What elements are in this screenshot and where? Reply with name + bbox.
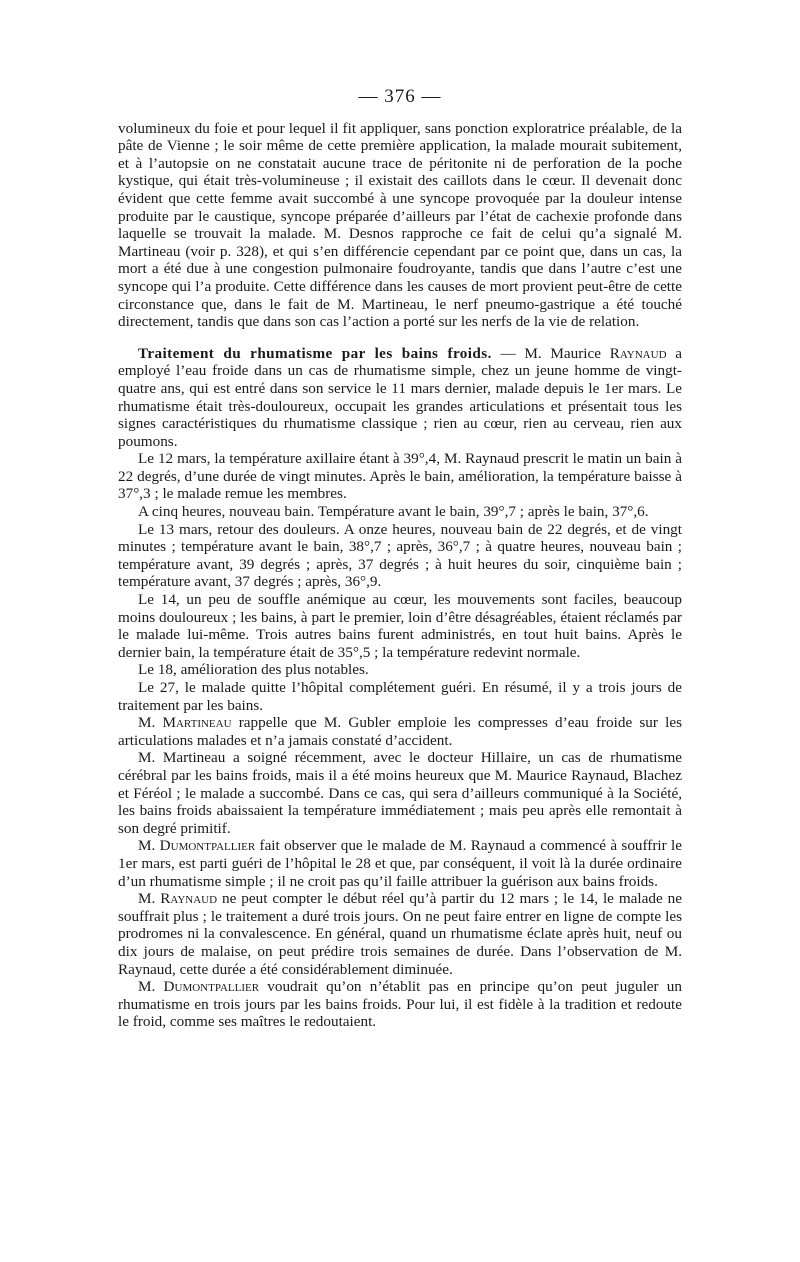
section-paragraph-12: M. Dumontpallier voudrait qu’on n’établit pas en principe qu’on peut juguler un rhumatisme en trois jours par les bains froids. Pour lui, il est fidèle à la tradition et redoute le froid, comme ses maîtres le redoutaient.	[118, 978, 682, 1031]
section-title: Traitement du rhumatisme par les bains froids.	[138, 344, 492, 362]
author-name: Raynaud	[160, 890, 218, 908]
author-name: Dumontpallier	[159, 837, 256, 855]
section-paragraph-4: Le 13 mars, retour des douleurs. A onze heures, nouveau bain de 22 degrés, et de vingt minutes ; température avant le bain, 38°,7 ; après, 36°,7 ; à quatre heures, nouveau bain ; température avant, 39 degrés ; après, 37 degrés ; à huit heures du soir, cinquième bain ; température avant, 37 degrés ; après, 36°,9.	[118, 520, 682, 591]
document-page	[118, 88, 682, 1031]
section-paragraph-10: M. Dumontpallier fait observer que le malade de M. Raynaud a commencé à souffrir le 1er mars, est parti guéri de l’hôpital le 28 et que, par conséquent, il voit là la durée ordinaire d’un rhumatisme simple ; il ne croit pas qu’il faille attribuer la guérison aux bains froids.	[118, 837, 682, 890]
author-name: Raynaud	[609, 344, 667, 362]
section-paragraph-2: Le 12 mars, la température axillaire étant à 39°,4, M. Raynaud prescrit le matin un bain à 22 degrés, d’une durée de vingt minutes. Après le bain, amélioration, la température baisse à 37°,3 ; le malade remue les membres.	[118, 450, 682, 503]
page-number: — 376 —	[358, 86, 442, 107]
section-paragraph-9: M. Martineau a soigné récemment, avec le docteur Hillaire, un cas de rhumatisme cérébral par les bains froids, mais il a été moins heureux que M. Maurice Raynaud, Blachez et Féréol ; le malade a succombé. Dans ce cas, qui sera d’ailleurs communiqué à la Société, les bains froids abaissaient la température immédiatement ; mais peu après elle remontait à son degré primitif.	[118, 749, 682, 837]
section-paragraph-8: M. Martineau rappelle que M. Gubler emploie les compresses d’eau froide sur les articulations malades et n’a jamais constaté d’accident.	[118, 714, 682, 749]
section-paragraph-7: Le 27, le malade quitte l’hôpital complétement guéri. En résumé, il y a trois jours de traitement par les bains.	[118, 679, 682, 714]
author-name: Dumontpallier	[163, 978, 260, 996]
section-paragraph-11: M. Raynaud ne peut compter le début réel qu’à partir du 12 mars ; le 14, le malade ne souffrait plus ; le traitement a duré trois jours. On ne peut faire entrer en ligne de compte les prodromes ni la convalescence. En général, quand un rhumatisme éclate après huit, neuf ou dix jours de malaise, on peut prédire trois semaines de durée. Dans l’observation de M. Raynaud, cette durée a été considérablement diminuée.	[118, 890, 682, 978]
section-paragraph-6: Le 18, amélioration des plus notables.	[138, 661, 369, 679]
section-paragraph-1: Traitement du rhumatisme par les bains froids. — M. Maurice Raynaud a employé l’eau froide dans un cas de rhumatisme simple, chez un jeune homme de vingt-quatre ans, qui est entré dans son service le 11 mars dernier, malade depuis le 1er mars. Le rhumatisme était très-douloureux, occupait les grandes articulations et présentait tous les signes caractéristiques du rhumatisme classique ; rien au cœur, rien au cerveau, rien aux poumons.	[118, 344, 682, 450]
section-paragraph-3: A cinq heures, nouveau bain. Température avant le bain, 39°,7 ; après le bain, 37°,6.	[138, 503, 649, 521]
section-rhumatisme	[118, 345, 682, 1031]
section-paragraph-5: Le 14, un peu de souffle anémique au cœur, les mouvements sont faciles, beaucoup moins douloureux ; les bains, à part le premier, loin d’être désagréables, étaient réclamés par le malade lui-même. Trois autres bains furent administrés, en tout huit bains. Après le dernier bain, la température était de 35°,5 ; la température redevint normale.	[118, 591, 682, 661]
intro-paragraph: volumineux du foie et pour lequel il fit appliquer, sans ponction exploratrice préalable, de la pâte de Vienne ; le soir même de cette première application, la malade mourait subitement, et à l’autopsie on ne constatait aucune trace de péritonite ni de perforation de la poche kystique, qui était très-volumineuse ; il existait des caillots dans le cœur. Il devenait donc évident que cette femme avait succombé à une syncope provoquée par la douleur intense produite par le caustique, syncope préparée d’ailleurs par l’état de cachexie profonde dans laquelle se trouvait la malade. M. Desnos rapproche ce fait de celui qu’a signalé M. Martineau (voir p. 328), et qui s’en différencie cependant par ce point que, dans un cas, la mort a été due à une congestion pulmonaire foudroyante, tandis que dans l’autre c’est une syncope qui l’a produite. Cette différence dans les causes de mort provient peut-être de cette circonstance que, dans le fait de M. Martineau, le nerf pneumo-gastrique a été touché directement, tandis que dans son cas l’action a porté sur les nerfs de la vie de relation.	[118, 119, 682, 331]
author-name: Martineau	[162, 714, 232, 732]
